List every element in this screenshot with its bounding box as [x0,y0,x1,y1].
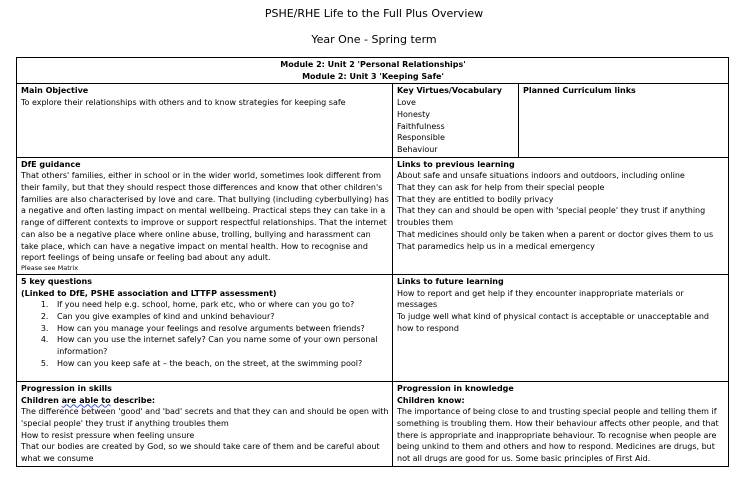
main-objective-text: To explore their relationships with others and to know strategies for keeping safe [21,98,346,108]
skills-cell [17,381,393,466]
main-objective-heading: Main Objective [21,86,89,96]
document-subtitle: Year One - Spring term [311,33,437,46]
skills-line: How to resist pressure when feeling unsure [21,430,195,440]
previous-learning-line: About safe and unsafe situations indoors and outdoors, including online [397,171,685,181]
dfe-guidance-text: That others' families, either in school or in the wider world, sometimes look different from their family, but that they should respect those differences and know that other children's families are also characterised by love and care. That bullying (including cyberbullying) has a negative and often lasting impact on mental wellbeing. Practical steps they can take in a range of different contexts to improve or support respectful relationships. That the internet can also be a negative place where online abuse, trolling, bullying and harassment can take place, which can have a negative impact on mental health. How to recognise and report feelings of being unsafe or feeling bad about any adult. [21,171,389,263]
questions-row [17,274,729,381]
skills-subheading-end: describe: [110,395,156,405]
module-line: Module 2: Unit 2 'Personal Relationships' [280,60,466,69]
skills-line: The difference between 'good' and 'bad' secrets and that they can and should be open with 'special people' they trust if anything troubles them [21,407,389,429]
module-cell [17,58,729,84]
virtue-item: Behaviour [397,144,438,154]
planned-links-cell [519,84,729,157]
previous-learning-line: That medicines should only be taken when a parent or doctor gives them to us [397,229,714,239]
key-question-item: 4. How can you use the internet safely? Can you name some of your own personal information? [51,334,389,357]
previous-learning-heading: Links to previous learning [397,159,515,169]
key-questions-subheading: (Linked to DfE, PSHE association and LTTFP assessment) [21,288,277,298]
previous-learning-cell [393,157,729,274]
skills-subheading [21,395,389,407]
guidance-row [17,157,729,274]
module-row [17,58,729,84]
skills-subheading-flagged: are able to [61,395,111,405]
virtues-cell [393,84,519,157]
progression-row [17,381,729,466]
virtue-item: Love [397,98,416,108]
virtue-item: Honesty [397,109,430,119]
knowledge-subheading: Children know: [397,395,465,405]
skills-heading: Progression in skills [21,383,112,393]
future-learning-heading: Links to future learning [397,276,504,286]
virtues-heading: Key Virtues/Vocabulary [397,86,502,96]
previous-learning-line: That paramedics help us in a medical emergency [397,241,595,251]
key-questions-cell [17,274,393,381]
knowledge-heading: Progression in knowledge [397,383,514,393]
future-learning-cell [393,274,729,381]
previous-learning-line: That they can ask for help from their special people [397,183,605,193]
knowledge-cell [393,381,729,466]
objective-row [17,84,729,157]
previous-learning-line: That they are entitled to bodily privacy [397,194,554,204]
skills-line: That our bodies are created by God, so we should take care of them and be careful about what we consume [21,442,380,464]
key-question-item: 1. If you need help e.g. school, home, park etc, who or where can you go to? [51,299,389,311]
main-objective-cell [17,84,393,157]
previous-learning-line: That they can and should be open with 'special people' they trust if anything troubles them [397,206,706,228]
future-learning-line: How to report and get help if they encounter inappropriate materials or messages [397,288,684,310]
key-question-item: 5. How can you keep safe at – the beach, on the street, at the swimming pool? [51,358,389,370]
virtue-item: Responsible [397,133,445,143]
key-questions-list [21,299,389,369]
skills-subheading-start: Children [21,395,62,405]
dfe-guidance-cell [17,157,393,274]
document-title: PSHE/RHE Life to the Full Plus Overview [264,7,484,20]
key-question-item: 2. Can you give examples of kind and unkind behaviour? [51,311,389,323]
planned-links-heading: Planned Curriculum links [523,86,636,96]
knowledge-text: The importance of being close to and trusting special people and telling them if something is troubling them. How their behaviour affects other people, and that there is appropriate and inappropriate behaviour. To recognise when people are being unkind to them and others and how to respond. Medicines are drugs, but not all drugs are good for us. Some basic principles of First Aid. [397,407,719,464]
virtue-item: Faithfulness [397,121,445,131]
key-questions-heading: 5 key questions [21,276,93,286]
overview-table [16,57,729,467]
dfe-guidance-note: Please see Matrix [21,263,79,272]
module-line: Module 2: Unit 3 'Keeping Safe' [302,71,444,81]
key-question-item: 3. How can you manage your feelings and resolve arguments between friends? [51,323,389,335]
future-learning-line: To judge well what kind of physical contact is acceptable or unacceptable and how to respond [397,312,710,333]
dfe-guidance-heading: DfE guidance [21,159,81,169]
